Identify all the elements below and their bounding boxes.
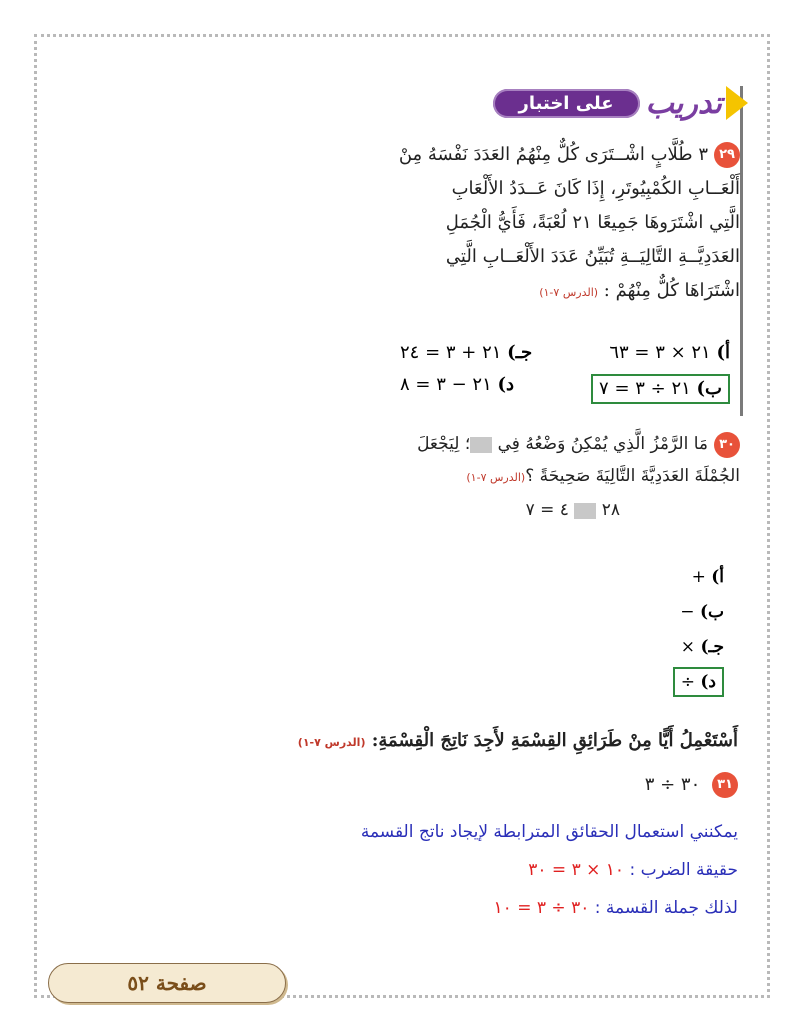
solution-line-1: يمكنني استعمال الحقائق المترابطة لإيجاد ناتج القسمة	[360, 822, 738, 842]
option-a[interactable]: أ) ٢١ × ٣ = ٦٣	[609, 342, 730, 363]
lesson-ref: (الدرس ٧-١)	[466, 471, 526, 484]
blank-box	[470, 437, 492, 453]
banner-arrow-icon	[726, 86, 748, 120]
lesson-ref: (الدرس ٧-١)	[297, 736, 366, 749]
question-number: ٢٩	[714, 142, 740, 168]
banner-brand: تدريب	[645, 85, 722, 121]
option-d-selected[interactable]: د) ÷	[594, 665, 724, 700]
q29-line: ٣ طُلَّابٍ اشْــتَرَى كُلٌّ مِنْهُمُ العَدَدَ نَفْسَهُ مِنْ	[398, 144, 708, 165]
q29-line: اشْتَرَاهَا كُلٌّ مِنْهُمْ :	[603, 280, 740, 301]
lesson-ref: (الدرس ٧-١)	[539, 286, 599, 299]
option-b-selected[interactable]: ب) ٢١ ÷ ٣ = ٧	[591, 374, 730, 404]
solution-line-3: لذلك جملة القسمة : ٣٠ ÷ ٣ = ١٠	[493, 898, 738, 918]
solution-line-2: حقيقة الضرب : ١٠ × ٣ = ٣٠	[528, 860, 738, 880]
question-29	[370, 138, 740, 310]
question-30: ٣٠مَا الرَّمْزُ الَّذِي يُمْكِنُ وَضْعُهُ فِي ؛ لِيَجْعَلَ الجُمْلَةَ العَدَدِيَّةَ التَّالِيَةَ صَحِيحَةً ؟(الدرس ٧-١) ٢٨ ٤ = ٧	[380, 428, 740, 526]
q30-options	[594, 560, 724, 700]
q29-options-row1	[400, 342, 730, 363]
q29-line: الَّتِي اشْتَرَوهَا جَمِيعًا ٢١ لُعْبَةً، فَأَيُّ الْجُمَلِ	[445, 212, 740, 233]
banner-label: على اختبار	[493, 89, 640, 118]
q29-options-row2	[400, 374, 730, 404]
option-b[interactable]: ب) −	[680, 602, 724, 622]
equation: ٢٨ ٤ = ٧	[525, 500, 620, 520]
page-number-badge: صفحة ٥٢	[48, 963, 286, 1003]
question-31	[645, 772, 738, 798]
option-c[interactable]: جـ) ×	[680, 637, 724, 657]
q29-line: العَدَدِيَّــةِ التَّالِيَــةِ تُبَيِّنُ عَدَدَ الأَلْعَــابِ الَّتِي	[445, 246, 740, 267]
practice-banner	[493, 84, 749, 122]
q31-expression: ٣٠ ÷ ٣	[644, 774, 701, 795]
instruction: أَسْتَعْمِلُ أَيًّا مِنْ طَرَائِقِ القِسْمَةِ لأَجِدَ نَاتِجَ الْقِسْمَةِ: (الدرس ٧-١)	[297, 730, 738, 751]
question-number: ٣٠	[714, 432, 740, 458]
blank-box	[574, 503, 596, 519]
option-a[interactable]: أ) +	[691, 567, 724, 587]
option-c[interactable]: جـ) ٢١ + ٣ = ٢٤	[400, 342, 533, 363]
q29-line: أَلْعَــابِ الكُمْبِيُوتَرِ، إِذَا كَانَ عَــدَدُ الأَلْعَابِ	[451, 178, 740, 199]
option-d[interactable]: د) ٢١ − ٣ = ٨	[400, 374, 515, 395]
question-number: ٣١	[712, 772, 738, 798]
